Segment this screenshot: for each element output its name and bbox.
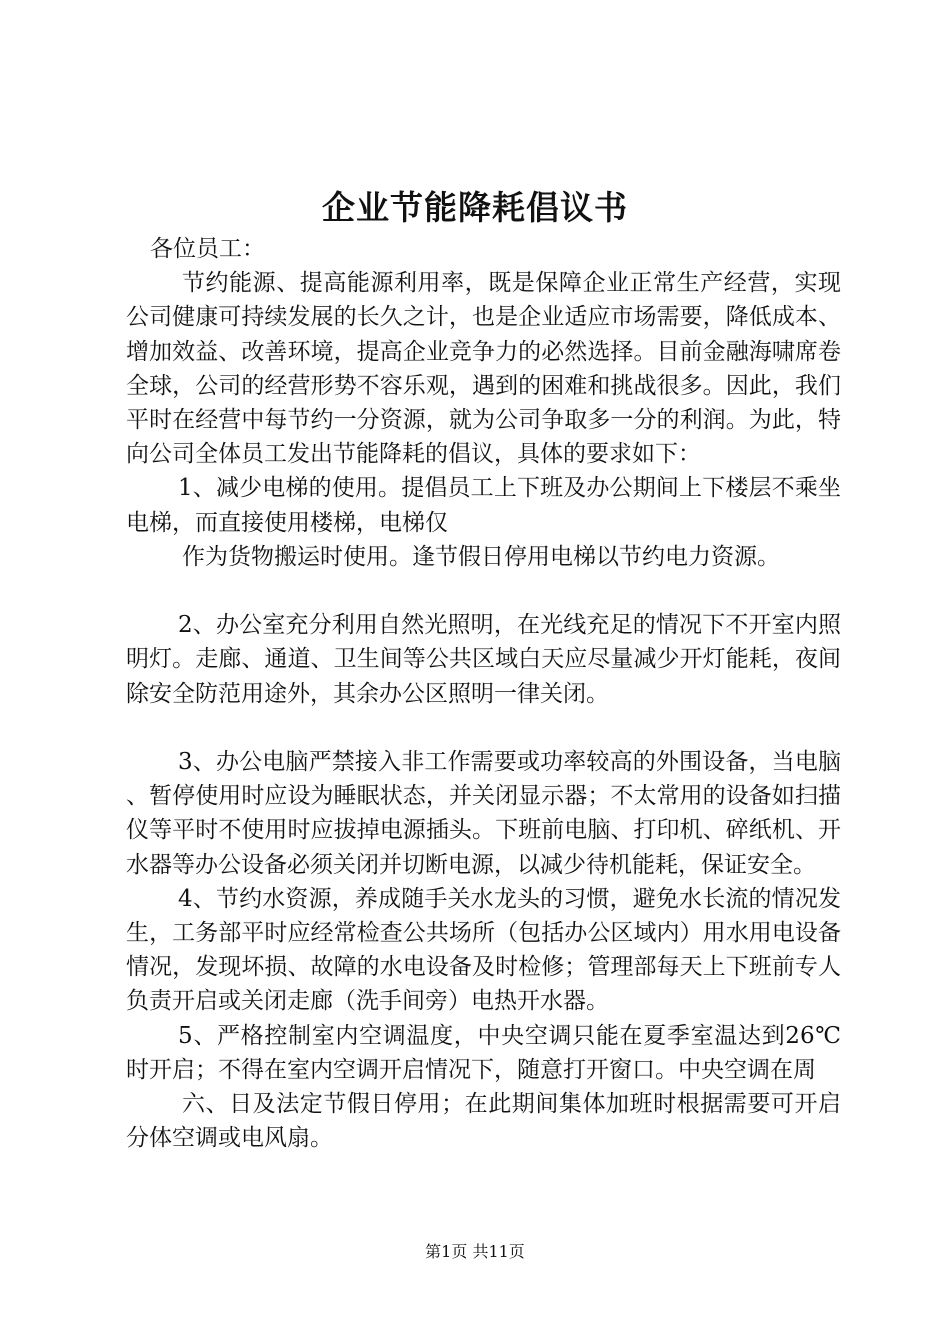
- paragraph-item-5-continued: 六、日及法定节假日停用；在此期间集体加班时根据需要可开启分体空调或电风扇。: [126, 1091, 841, 1152]
- paragraph-item-5: 5、严格控制室内空调温度，中央空调只能在夏季室温达到26℃时开启；不得在室内空调开启情况下，随意打开窗口。中央空调在周: [126, 1022, 841, 1083]
- paragraph-item-1-continued: 作为货物搬运时使用。逢节假日停用电梯以节约电力资源。: [182, 543, 780, 570]
- paragraph-item-2: 2、办公室充分利用自然光照明，在光线充足的情况下不开室内照明灯。走廊、通道、卫生间等公共区域白天应尽量减少开灯能耗，夜间除安全防范用途外，其余办公区照明一律关闭。: [126, 612, 841, 707]
- greeting: 各位员工：: [150, 236, 265, 262]
- paragraph-item-3: 3、办公电脑严禁接入非工作需要或功率较高的外围设备，当电脑、暂停使用时应设为睡眠状态，并关闭显示器；不太常用的设备如扫描仪等平时不使用时应拔掉电源插头。下班前电脑、打印机、碎纸机、开水器等办公设备必须关闭并切断电源，以减少待机能耗，保证安全。: [126, 749, 841, 878]
- paragraph-item-1: 1、减少电梯的使用。提倡员工上下班及办公期间上下楼层不乘坐电梯，而直接使用楼梯，电梯仅: [126, 475, 841, 536]
- document-body: [126, 232, 841, 1155]
- page-footer: 第1页 共11页: [425, 1242, 525, 1261]
- paragraph-intro: 节约能源、提高能源利用率，既是保障企业正常生产经营，实现公司健康可持续发展的长久之计，也是企业适应市场需要，降低成本、增加效益、改善环境，提高企业竞争力的必然选择。目前金融海啸席卷全球，公司的经营形势不容乐观，遇到的困难和挑战很多。因此，我们平时在经营中每节约一分资源，就为公司争取多一分的利润。为此，特向公司全体员工发出节能降耗的倡议，具体的要求如下：: [126, 270, 841, 468]
- document-title: 企业节能降耗倡议书: [322, 188, 628, 227]
- paragraph-item-4: 4、节约水资源，养成随手关水龙头的习惯，避免水长流的情况发生，工务部平时应经常检查公共场所（包括办公区域内）用水用电设备情况，发现坏损、故障的水电设备及时检修；管理部每天上下班前专人负责开启或关闭走廊（洗手间旁）电热开水器。: [126, 885, 841, 1015]
